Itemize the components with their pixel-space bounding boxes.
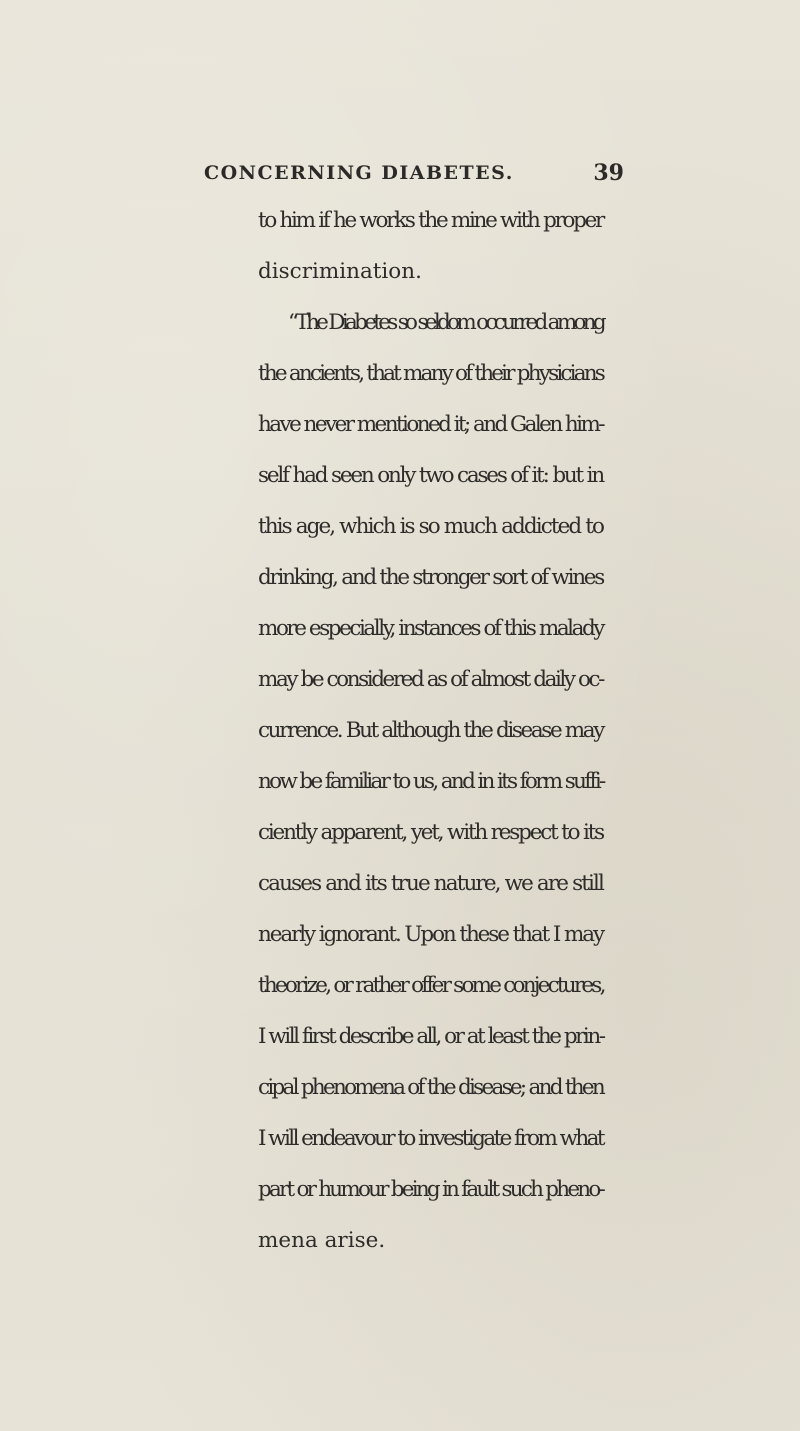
text-line: theorize, or rather offer some conjectures, — [258, 973, 604, 998]
text-line: currence. But although the disease may — [258, 718, 603, 743]
text-line: more especially, instances of this malady — [258, 616, 603, 641]
text-line: I will first describe all, or at least the prin- — [258, 1024, 604, 1049]
text-line: to him if he works the mine with proper — [258, 208, 603, 233]
text-line: may be considered as of almost daily oc- — [258, 667, 603, 692]
text-line: causes and its true nature, we are still — [258, 871, 603, 896]
text-line: “The Diabetes so seldom occurred among — [288, 310, 603, 335]
text-line: part or humour being in fault such pheno- — [258, 1177, 603, 1202]
page-header — [204, 160, 624, 194]
running-head: CONCERNING DIABETES. — [204, 162, 514, 184]
text-line: discrimination. — [258, 259, 422, 284]
text-line: self had seen only two cases of it: but in — [258, 463, 603, 488]
text-line: cipal phenomena of the disease; and then — [258, 1075, 603, 1100]
text-line: nearly ignorant. Upon these that I may — [258, 922, 603, 947]
text-line: have never mentioned it; and Galen him- — [258, 412, 603, 437]
text-line: ciently apparent, yet, with respect to its — [258, 820, 603, 845]
text-line: mena arise. — [258, 1228, 386, 1253]
page-number: 39 — [593, 160, 624, 186]
text-line: I will endeavour to investigate from what — [258, 1126, 603, 1151]
text-line: the ancients, that many of their physicians — [258, 361, 603, 386]
text-line: drinking, and the stronger sort of wines — [258, 565, 603, 590]
text-line: this age, which is so much addicted to — [258, 514, 603, 539]
text-line: now be familiar to us, and in its form suffi- — [258, 769, 604, 794]
